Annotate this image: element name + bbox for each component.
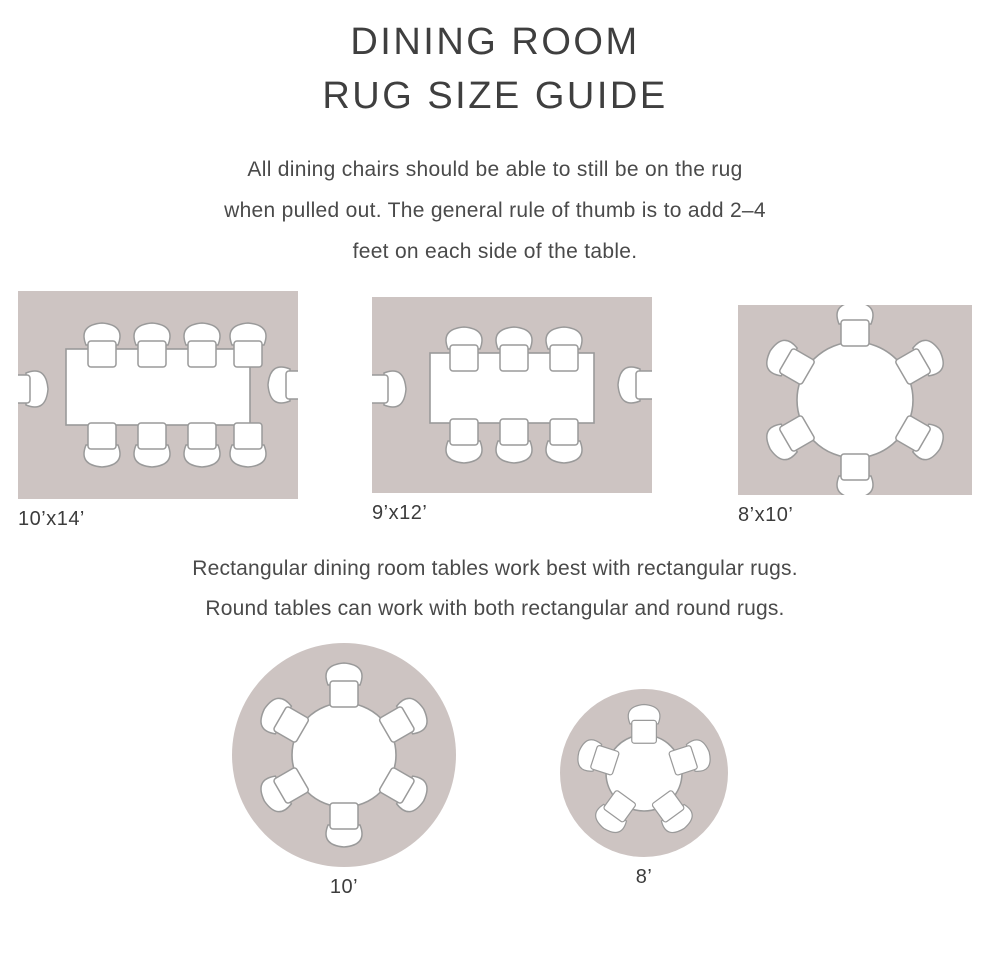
page-title	[0, 0, 990, 124]
rug-area-8x10	[738, 305, 972, 495]
caption-rug-round-8: 8’	[635, 866, 653, 889]
rug-8x10-furniture	[738, 305, 972, 495]
middle-line-1: Rectangular dining room tables work best with rectangular rugs.	[192, 556, 798, 580]
top-diagram-row	[0, 291, 990, 541]
rug-10x14-furniture	[18, 291, 298, 499]
diagram-rug-round-8	[560, 689, 728, 889]
caption-rug-9x12: 9’x12’	[372, 501, 428, 524]
diagram-rug-10x14	[18, 291, 298, 531]
rug-area-10x14	[18, 291, 298, 499]
caption-rug-8x10: 8’x10’	[738, 503, 794, 526]
caption-rug-10x14: 10’x14’	[18, 507, 85, 530]
title-line-2: RUG SIZE GUIDE	[322, 74, 668, 117]
intro-line-2: when pulled out. The general rule of thumb is to add 2–4	[224, 198, 766, 222]
rug-9x12-furniture	[372, 297, 652, 493]
intro-line-3: feet on each side of the table.	[352, 239, 638, 263]
intro-paragraph	[0, 150, 990, 273]
title-line-1: DINING ROOM	[350, 21, 640, 63]
intro-line-1: All dining chairs should be able to still be on the rug	[247, 157, 743, 181]
middle-line-2: Round tables can work with both rectangular and round rugs.	[205, 597, 785, 621]
rug-round-8-furniture	[560, 689, 728, 857]
diagram-rug-8x10	[738, 305, 972, 527]
rug-area-round-8	[560, 689, 728, 857]
middle-paragraph	[0, 549, 990, 630]
caption-rug-round-10: 10’	[329, 876, 359, 899]
diagram-rug-round-10	[232, 643, 456, 899]
bottom-diagram-row	[0, 643, 990, 923]
rug-round-10-furniture	[232, 643, 456, 867]
rug-area-round-10	[232, 643, 456, 867]
diagram-rug-9x12	[372, 297, 652, 525]
rug-area-9x12	[372, 297, 652, 493]
